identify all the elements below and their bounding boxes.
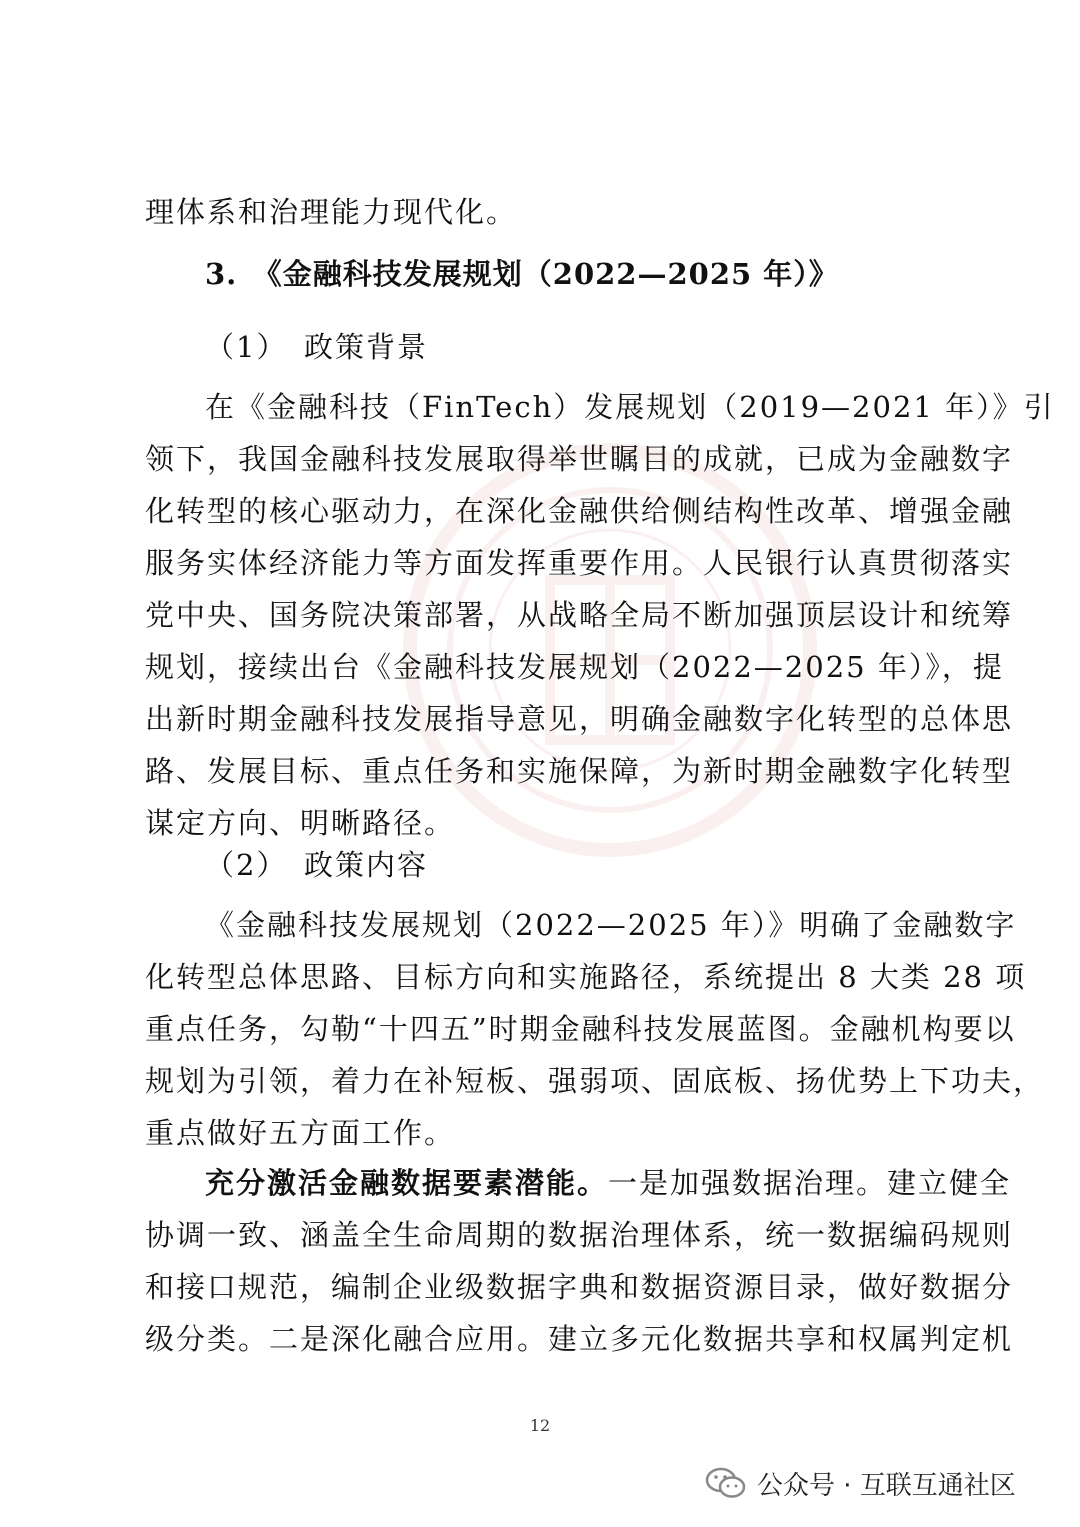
text-line: 理体系和治理能力现代化。 <box>145 195 518 229</box>
page-number: 12 <box>529 1416 551 1435</box>
wechat-icon <box>705 1465 747 1501</box>
text-line: 和接口规范，编制企业级数据字典和数据资源目录，做好数据分 <box>145 1270 1014 1304</box>
text-line: 重点任务，勾勒“十四五”时期金融科技发展蓝图。金融机构要以 <box>145 1012 1016 1046</box>
text-line: 重点做好五方面工作。 <box>145 1116 456 1150</box>
footer-watermark <box>705 1458 1065 1508</box>
bold-lead-phrase: 充分激活金融数据要素潜能。 <box>205 1166 609 1200</box>
subheading-policy-background: （1） 政策背景 <box>205 330 428 364</box>
text-line: 领下，我国金融科技发展取得举世瞩目的成就，已成为金融数字 <box>145 442 1014 476</box>
text-line: 化转型总体思路、目标方向和实施路径，系统提出 8 大类 28 项 <box>145 960 1027 994</box>
footer-label: 公众号 · 互联互通社区 <box>757 1470 1016 1501</box>
text-line: 规划为引领，着力在补短板、强弱项、固底板、扬优势上下功夫， <box>145 1064 1045 1098</box>
text-line: 出新时期金融科技发展指导意见，明确金融数字化转型的总体思 <box>145 702 1014 736</box>
text-line: 在《金融科技（FinTech）发展规划（2019—2021 年）》引 <box>205 390 1055 424</box>
text-line: 路、发展目标、重点任务和实施保障，为新时期金融数字化转型 <box>145 754 1014 788</box>
text-line: 协调一致、涵盖全生命周期的数据治理体系，统一数据编码规则 <box>145 1218 1014 1252</box>
text-line: 化转型的核心驱动力，在深化金融供给侧结构性改革、增强金融 <box>145 494 1014 528</box>
section-heading: 3. 《金融科技发展规划（2022—2025 年）》 <box>205 257 839 291</box>
text-line <box>205 1161 1011 1202</box>
text-line: 级分类。二是深化融合应用。建立多元化数据共享和权属判定机 <box>145 1322 1014 1356</box>
subheading-policy-content: （2） 政策内容 <box>205 848 428 882</box>
text-line: 《金融科技发展规划（2022—2025 年）》明确了金融数字 <box>205 908 1017 942</box>
text-run: 一是加强数据治理。建立健全 <box>608 1166 1012 1200</box>
text-line: 服务实体经济能力等方面发挥重要作用。人民银行认真贯彻落实 <box>145 546 1014 580</box>
text-line: 党中央、国务院决策部署，从战略全局不断加强顶层设计和统筹 <box>145 598 1014 632</box>
text-line: 谋定方向、明晰路径。 <box>145 806 456 840</box>
text-line: 规划，接续出台《金融科技发展规划（2022—2025 年）》，提 <box>145 650 1004 684</box>
